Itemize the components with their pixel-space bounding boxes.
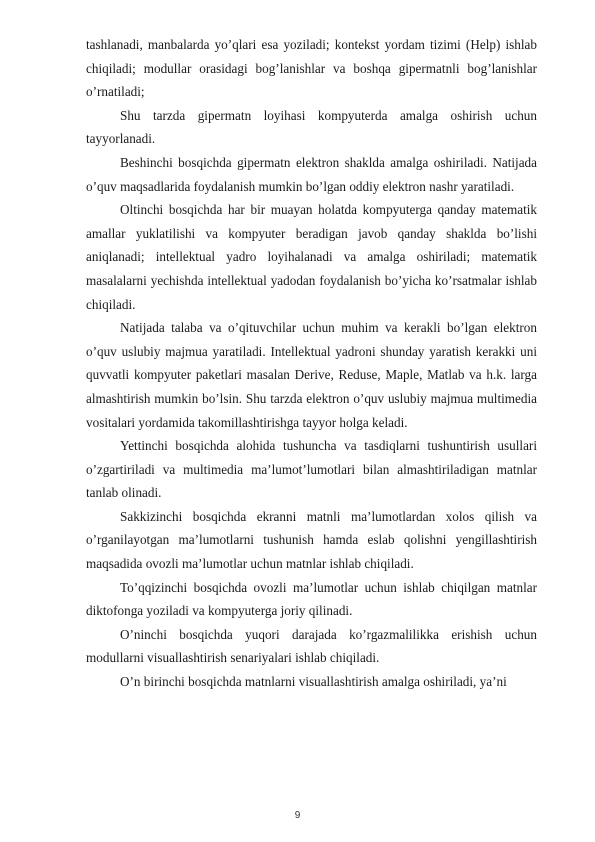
paragraph-4: Oltinchi bosqichda har bir muayan holatda kompyuterga qanday matematik amallar yuklatilishi va kompyuter beradigan javob qanday shaklda bo’lishi aniqlanadi; intellektual yadro loyihalanadi va amalga oshiriladi; matematik masalalarni yechishda intellektual yadodan foydalanish bo’yicha ko’rsatmalar ishlab chiqiladi.: [86, 202, 537, 312]
page-number: 9: [294, 810, 301, 821]
document-page: [86, 33, 537, 694]
paragraph-9: O’ninchi bosqichda yuqori darajada ko’rgazmalilikka erishish uchun modullarni visuallashtirish senariyalari ishlab chiqiladi.: [86, 626, 537, 666]
paragraph-2: Shu tarzda gipermatn loyihasi kompyuterda amalga oshirish uchun tayyorlanadi.: [86, 107, 537, 147]
paragraph-10: O’n birinchi bosqichda matnlarni visuallashtirish amalga oshiriladi, ya’ni: [120, 674, 507, 690]
paragraph-6: Yettinchi bosqichda alohida tushuncha va tasdiqlarni tushuntirish usullari o’zgartiriladi va multimedia ma’lumot’lumotlari bilan almashtiriladigan matnlar tanlab olinadi.: [86, 438, 537, 501]
paragraph-8: To’qqizinchi bosqichda ovozli ma’lumotlar uchun ishlab chiqilgan matnlar diktofonga yoziladi va kompyuterga joriy qilinadi.: [86, 579, 537, 619]
paragraph-3: Beshinchi bosqichda gipermatn elektron shaklda amalga oshiriladi. Natijada o’quv maqsadlarida foydalanish mumkin bo’lgan oddiy elektron nashr yaratiladi.: [86, 154, 537, 194]
paragraph-1: tashlanadi, manbalarda yo’qlari esa yoziladi; kontekst yordam tizimi (Help) ishlab chiqiladi; modullar orasidagi bog’lanishlar va boshqa gipermatnli bog’lanishlar o’rnatiladi;: [86, 37, 537, 100]
paragraph-7: Sakkizinchi bosqichda ekranni matnli ma’lumotlardan xolos qilish va o’rganilayotgan ma’lumotlarni tushunish hamda eslab qolishni yengillashtirish maqsadida ovozli ma’lumotlar uchun matnlar ishlab chiqiladi.: [86, 508, 537, 572]
paragraph-5: Natijada talaba va o’qituvchilar uchun muhim va kerakli bo’lgan elektron o’quv uslubiy majmua yaratiladi. Intellektual yadroni shunday yaratish kerakki uni quvvatli kompyuter paketlari masalan Derive, Reduse, Maple, Matlab va h.k. larga almashtirish mumkin bo’lsin. Shu tarzda elektron o’quv uslubiy majmua multimedia vositalari yordamida takomillashtirishga tayyor holga keladi.: [86, 320, 537, 430]
